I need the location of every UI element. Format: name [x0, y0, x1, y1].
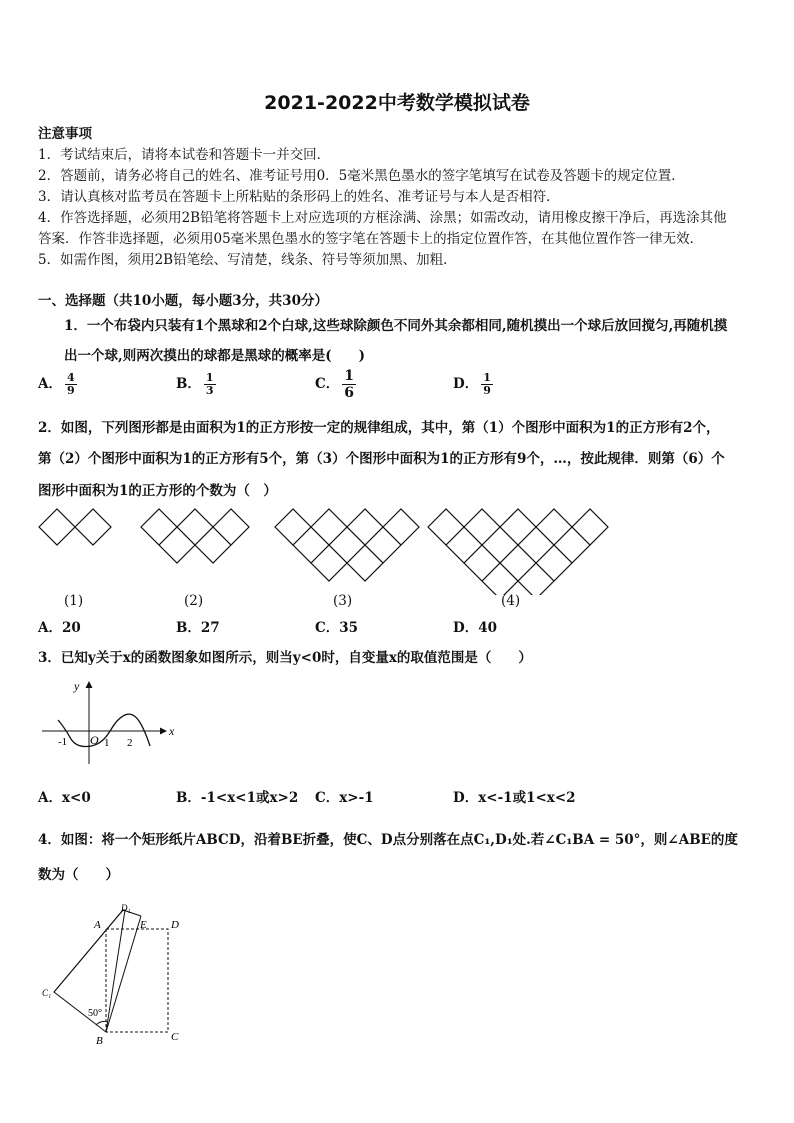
q2-text-line3: 图形中面积为1的正方形的个数为（ ） [38, 483, 277, 499]
q1-text-line2: 出一个球,则两次摸出的球都是黑球的概率是( ) [64, 348, 365, 364]
page-title: 2021-2022中考数学模拟试卷 [264, 92, 530, 114]
tick-label: 1 [104, 737, 110, 749]
q2-text-line2: 第（2）个图形中面积为1的正方形有5个，第（3）个图形中面积为1的正方形有9个，…，按此规律．则第（6）个 [38, 451, 725, 467]
notice-heading: 注意事项 [38, 126, 92, 142]
point-label-c: C [171, 1031, 179, 1043]
q2-figure-label: (2) [184, 593, 204, 609]
q4-folded-rectangle-figure [38, 898, 198, 1048]
q4-text-line1: 4．如图：将一个矩形纸片ABCD，沿着BE折叠，使C、D点分别落在点C₁,D₁处.若∠C₁BA = 50°，则∠ABE的度 [38, 832, 738, 848]
y-axis-label: y [74, 679, 80, 693]
q2-figure-label: (3) [333, 593, 353, 609]
q4-text-line2: 数为（ ） [38, 867, 119, 883]
tick-label: -1 [58, 736, 68, 748]
q1-text-line1: 1．一个布袋内只装有1个黑球和2个白球,这些球除颜色不同外其余都相同,随机摸出一个球后放回搅匀,再随机摸 [64, 318, 728, 334]
q3-option-c[interactable]: C．x>-1 [315, 790, 374, 806]
q3-option-d[interactable]: D．x<-1或1<x<2 [453, 790, 576, 806]
notice-item: 3．请认真核对监考员在答题卡上所粘贴的条形码上的姓名、准考证号与本人是否相符． [38, 189, 560, 205]
point-label-e: E [140, 919, 147, 931]
q2-text-line1: 2．如图，下列图形都是由面积为1的正方形按一定的规律组成，其中，第（1）个图形中面积为1的正方形有2个， [38, 420, 720, 436]
q2-option-b[interactable]: B．27 [176, 620, 220, 636]
q3-text-line1: 3．已知y关于x的函数图象如图所示，则当y<0时，自变量x的取值范围是（ ） [38, 650, 532, 666]
angle-label: 50° [88, 1008, 102, 1019]
point-label-d1: D₁ [121, 903, 131, 913]
original-rectangle-dashed [106, 929, 168, 1032]
q2-option-c[interactable]: C．35 [315, 620, 359, 636]
section-heading: 一、选择题（共10小题，每小题3分，共30分） [38, 293, 328, 309]
q2-figure-label: (1) [64, 593, 84, 609]
q2-figure-4 [428, 509, 608, 595]
q1-option-c[interactable]: C． $\frac{1}{6}$ [315, 368, 354, 401]
x-axis-label: x [169, 724, 175, 738]
q2-figure-2 [141, 509, 249, 563]
q3-option-a[interactable]: A．x<0 [38, 790, 91, 806]
q2-option-d[interactable]: D．40 [453, 620, 497, 636]
notice-item: 4．作答选择题，必须用2B铅笔将答题卡上对应选项的方框涂满、涂黑；如需改动，请用橡皮擦干净后，再选涂其他 [38, 210, 727, 226]
q1-option-a[interactable]: A． $\frac{4}{9}$ [38, 371, 75, 397]
q1-option-d[interactable]: D． $\frac{1}{9}$ [453, 371, 491, 397]
q2-figure-label: (4) [501, 593, 521, 609]
origin-label: O [90, 733, 99, 747]
tick-label: 2 [127, 737, 133, 749]
q2-figure-1 [39, 509, 111, 545]
point-label-a: A [94, 919, 101, 931]
notice-item: 答案．作答非选择题，必须用05毫米黑色墨水的签字笔在答题卡上的指定位置作答，在其他位置作答一律无效． [38, 231, 704, 247]
fold-line-be [106, 916, 141, 1032]
q2-square-pattern-figure [30, 500, 610, 595]
q1-option-b[interactable]: B． $\frac{1}{3}$ [176, 371, 214, 397]
point-label-c1: C₁ [42, 988, 52, 998]
q3-option-b[interactable]: B．-1<x<1或x>2 [176, 790, 299, 806]
notice-item: 2．答题前，请务必将自己的姓名、准考证号用0．5毫米黑色墨水的签字笔填写在试卷及答题卡的规定位置． [38, 168, 685, 184]
q3-function-graph [40, 676, 190, 768]
point-label-d: D [171, 919, 179, 931]
q2-figure-3 [275, 509, 419, 581]
notice-item: 1．考试结束后，请将本试卷和答题卡一并交回． [38, 147, 331, 163]
notice-item: 5．如需作图，须用2B铅笔绘、写清楚，线条、符号等须加黑、加粗． [38, 252, 457, 268]
q2-option-a[interactable]: A．20 [38, 620, 81, 636]
point-label-b: B [96, 1035, 103, 1047]
